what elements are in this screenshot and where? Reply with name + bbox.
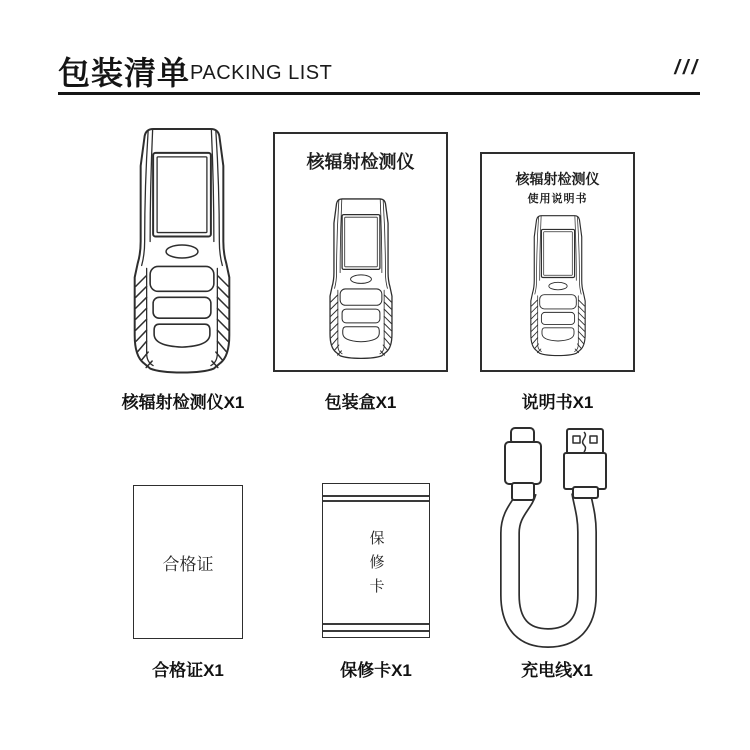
warranty-caption: 保修卡X1 (340, 661, 412, 680)
box-caption: 包装盒X1 (324, 393, 397, 412)
page-subtitle: PACKING LIST (190, 62, 333, 84)
manual-printed-subtitle: 使用说明书 (527, 193, 588, 205)
certificate-caption: 合格证X1 (152, 661, 224, 680)
manual-caption: 说明书X1 (521, 393, 594, 412)
card-top-rule-2 (323, 500, 429, 502)
cable-caption: 充电线X1 (521, 661, 593, 680)
certificate-illustration (133, 485, 243, 639)
manual-printed-title: 核辐射检测仪 (515, 171, 600, 187)
card-top-rule-1 (323, 495, 429, 497)
card-bottom-rule-2 (323, 630, 429, 632)
radiation-detector-illustration (127, 126, 237, 375)
manual-illustration (480, 152, 635, 372)
packing-box-illustration (273, 132, 448, 372)
card-bottom-rule-1 (323, 623, 429, 625)
certificate-printed-text: 合格证 (162, 554, 214, 574)
decorative-slashes: /// (674, 57, 700, 79)
box-detector-graphic (325, 197, 397, 360)
box-printed-title: 核辐射检测仪 (306, 152, 415, 172)
manual-detector-graphic (526, 214, 589, 357)
detector-caption: 核辐射检测仪X1 (121, 393, 245, 412)
header-divider (58, 92, 700, 95)
warranty-printed-text: 保修卡 (367, 530, 385, 602)
charging-cable-illustration (490, 420, 650, 655)
warranty-card-illustration (322, 483, 430, 638)
page-title: 包装清单 (58, 55, 191, 91)
